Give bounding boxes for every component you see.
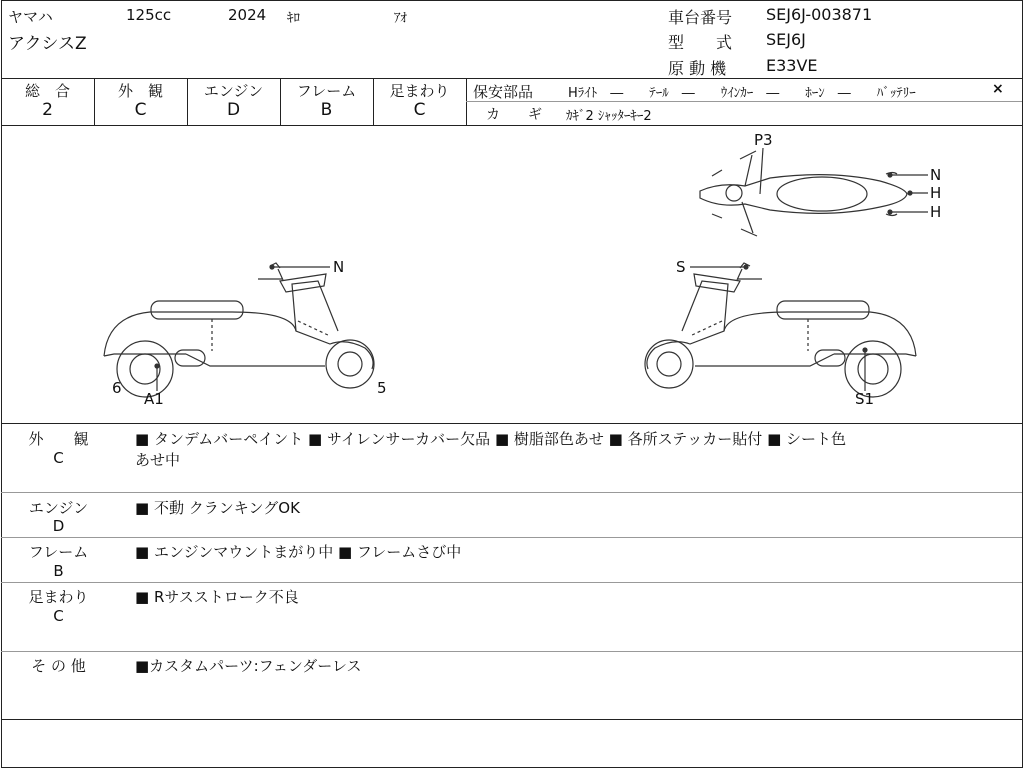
engine-value: E33VE (766, 56, 818, 75)
mark-right-s1: S1 (855, 390, 875, 408)
suspension-label: 足まわり (389, 82, 450, 100)
note-frame-text: ■ エンジンマウントまがり中 ■ フレームさび中 (135, 543, 462, 561)
key-label: カ ギ (486, 107, 542, 123)
type-label: 型 式 (668, 33, 733, 52)
note-suspension-text: ■ Rサスストローク不良 (135, 588, 299, 606)
note-engine-grade: D (52, 517, 65, 535)
suspension-grade: C (413, 100, 426, 120)
color: ｱｵ (394, 11, 407, 26)
mark-left-6: 6 (112, 379, 122, 397)
model-name: アクシスZ (8, 34, 87, 54)
mark-top-h1: H (930, 184, 942, 202)
exterior-grade: C (134, 100, 147, 120)
maker: ヤマハ (8, 8, 53, 26)
mark-left-a1: A1 (144, 390, 164, 408)
note-suspension-grade: C (53, 607, 64, 625)
note-frame-label: フレーム (28, 543, 89, 561)
engine-grade: D (226, 100, 241, 120)
battery-missing-mark: × (992, 81, 1004, 97)
frame-no-label: 車台番号 (668, 8, 733, 27)
model-year: 2024 (228, 6, 267, 24)
exterior-label: 外 観 (117, 82, 163, 100)
mark-right-s: S (676, 258, 686, 276)
scooter-diagram (0, 126, 1024, 423)
note-engine-label: エンジン (28, 499, 89, 517)
safety-items: Hﾗｲﾄ ― ﾃｰﾙ ― ｳｲﾝｶｰ ― ﾎｰﾝ ― ﾊﾞｯﾃﾘｰ (568, 86, 916, 101)
displacement: 125cc (126, 6, 172, 24)
mark-left-n: N (333, 258, 345, 276)
overall-grade: 2 (42, 100, 53, 120)
frame-no: SEJ6J-003871 (766, 5, 873, 24)
type-value: SEJ6J (766, 30, 806, 49)
note-other-label: そ の 他 (31, 657, 86, 675)
frame-rating-label: フレーム (296, 82, 357, 100)
engine-label: 原 動 機 (668, 59, 727, 78)
note-frame-grade: B (53, 562, 64, 580)
note-exterior-text: ■ タンデムバーペイント ■ サイレンサーカバー欠品 ■ 樹脂部色あせ ■ 各所ステッカー貼付 ■ シート色 (135, 430, 847, 448)
mark-p3: P3 (754, 131, 773, 149)
right-view-scooter (645, 263, 916, 397)
note-engine-text: ■ 不動 クランキングOK (135, 499, 300, 517)
overall-label: 総 合 (24, 82, 70, 100)
engine-rating-label: エンジン (203, 82, 264, 100)
note-exterior-grade: C (53, 449, 64, 467)
frame-grade: B (320, 100, 333, 120)
note-other-text: ■カスタムパーツ:フェンダーレス (135, 657, 362, 675)
key-value: ｶｷﾞ2 ｼｬｯﾀｰｷｰ2 (566, 109, 652, 124)
distance-unit: ｷﾛ (287, 11, 300, 26)
note-suspension-label: 足まわり (28, 588, 89, 606)
left-view-scooter (104, 263, 374, 397)
safety-label: 保安部品 (473, 83, 534, 101)
note-exterior-label: 外 観 (28, 430, 89, 448)
mark-left-5: 5 (377, 379, 387, 397)
mark-top-h2: H (930, 203, 942, 221)
top-view-scooter (700, 148, 928, 236)
note-exterior-text-cont: あせ中 (135, 451, 181, 469)
mark-top-n: N (930, 166, 942, 184)
